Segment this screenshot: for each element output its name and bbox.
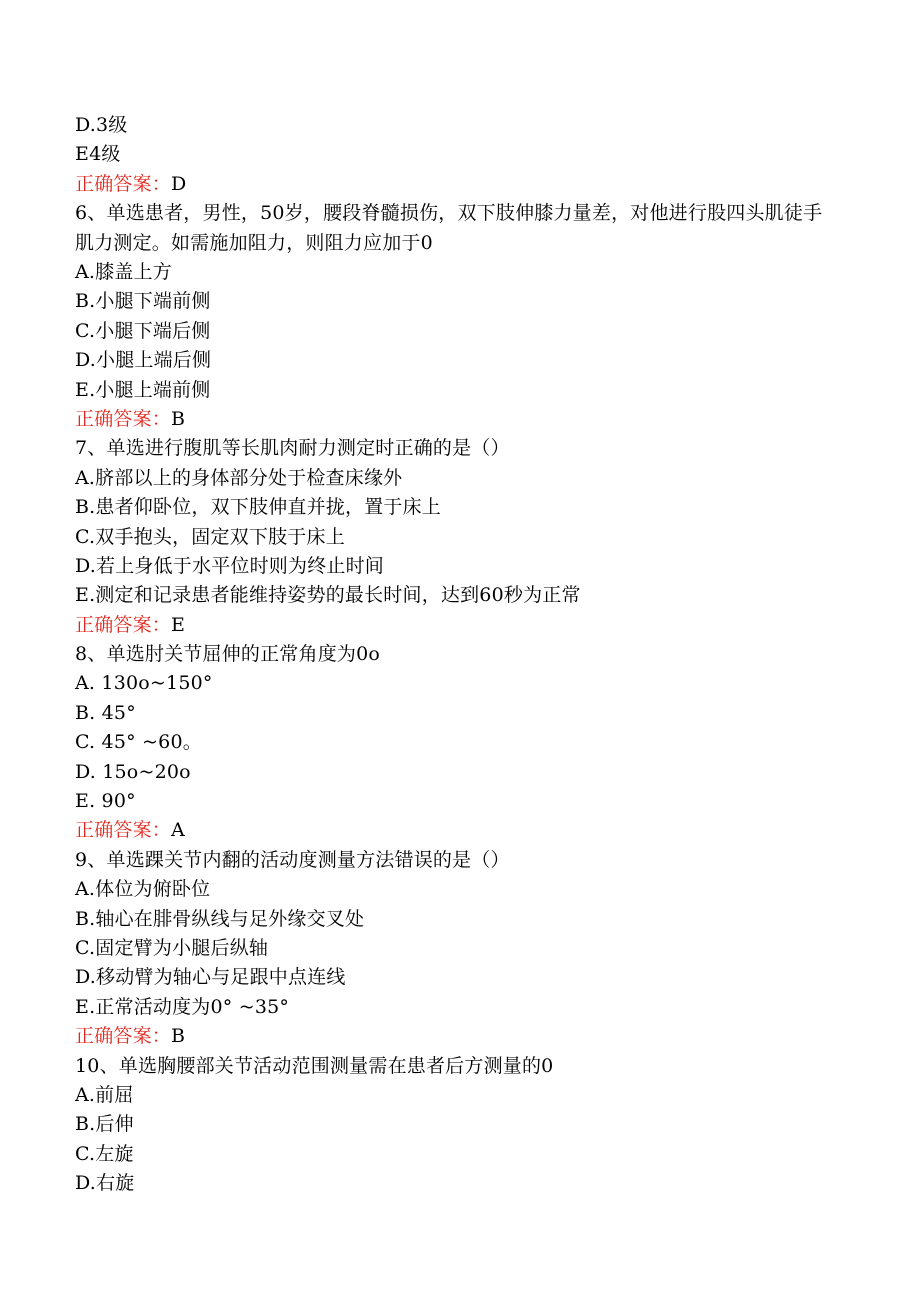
question-title: 8、单选肘关节屈伸的正常角度为0o bbox=[75, 643, 381, 666]
option-e: E4级 bbox=[75, 143, 121, 166]
option-e: E.正常活动度为0° ~35° bbox=[75, 995, 290, 1018]
answer-value: E bbox=[171, 613, 186, 636]
question-title: 7、单选进行腹肌等长肌肉耐力测定时正确的是（） bbox=[75, 437, 510, 460]
answer-label: 正确答案： bbox=[75, 172, 172, 195]
question-title: 6、单选患者，男性，50岁，腰段脊髓损伤，双下肢伸膝力量差，对他进行股四头肌徒手肌力测定。如需施加阻力，则阻力应加于0 bbox=[75, 202, 823, 254]
answer-label: 正确答案： bbox=[75, 407, 172, 430]
answer-value: D bbox=[171, 172, 187, 195]
option-c: C.双手抱头，固定双下肢于床上 bbox=[75, 525, 345, 548]
option-d: D.小腿上端后侧 bbox=[75, 349, 212, 372]
answer-label: 正确答案： bbox=[75, 819, 172, 842]
option-c: C.小腿下端后侧 bbox=[75, 319, 211, 342]
question-9 bbox=[75, 846, 835, 1052]
option-b: B.患者仰卧位，双下肢伸直并拢，置于床上 bbox=[75, 496, 442, 519]
answer-line bbox=[75, 1022, 835, 1051]
option-a: A.体位为俯卧位 bbox=[75, 878, 211, 901]
answer-line bbox=[75, 405, 835, 434]
option-c: C.固定臂为小腿后纵轴 bbox=[75, 936, 269, 959]
option-d: D.移动臂为轴心与足跟中点连线 bbox=[75, 966, 346, 989]
answer-label: 正确答案： bbox=[75, 613, 172, 636]
option-c: C.左旋 bbox=[75, 1142, 134, 1165]
option-d: D.3级 bbox=[75, 114, 128, 136]
option-d: D. 15o~20o bbox=[75, 760, 191, 783]
answer-label: 正确答案： bbox=[75, 1025, 172, 1048]
option-a: A.脐部以上的身体部分处于检查床缘外 bbox=[75, 466, 403, 489]
question-6 bbox=[75, 199, 835, 434]
question-title: 9、单选踝关节内翻的活动度测量方法错误的是（） bbox=[75, 848, 510, 871]
option-d: D.若上身低于水平位时则为终止时间 bbox=[75, 554, 384, 577]
question-10 bbox=[75, 1052, 835, 1199]
question-title: 10、单选胸腰部关节活动范围测量需在患者后方测量的0 bbox=[75, 1054, 554, 1077]
answer-line bbox=[75, 170, 835, 199]
answer-value: B bbox=[171, 407, 186, 430]
option-b: B.后伸 bbox=[75, 1113, 134, 1136]
answer-line bbox=[75, 611, 835, 640]
option-c: C. 45° ~60。 bbox=[75, 731, 202, 754]
option-a: A. 130o~150° bbox=[75, 672, 213, 695]
option-e: E. 90° bbox=[75, 790, 136, 813]
option-a: A.膝盖上方 bbox=[75, 260, 172, 283]
question-8 bbox=[75, 640, 835, 846]
option-d: D.右旋 bbox=[75, 1172, 135, 1195]
prev-question-tail bbox=[75, 111, 835, 199]
question-list bbox=[75, 111, 835, 1198]
answer-value: B bbox=[171, 1025, 186, 1048]
option-b: B. 45° bbox=[75, 701, 136, 724]
option-e: E.小腿上端前侧 bbox=[75, 378, 211, 401]
option-e: E.测定和记录患者能维持姿势的最长时间，达到60秒为正常 bbox=[75, 584, 581, 607]
option-b: B.小腿下端前侧 bbox=[75, 290, 211, 313]
option-a: A.前屈 bbox=[75, 1083, 134, 1106]
question-7 bbox=[75, 434, 835, 640]
answer-line bbox=[75, 816, 835, 845]
answer-value: A bbox=[171, 819, 185, 842]
option-b: B.轴心在腓骨纵线与足外缘交叉处 bbox=[75, 907, 365, 930]
